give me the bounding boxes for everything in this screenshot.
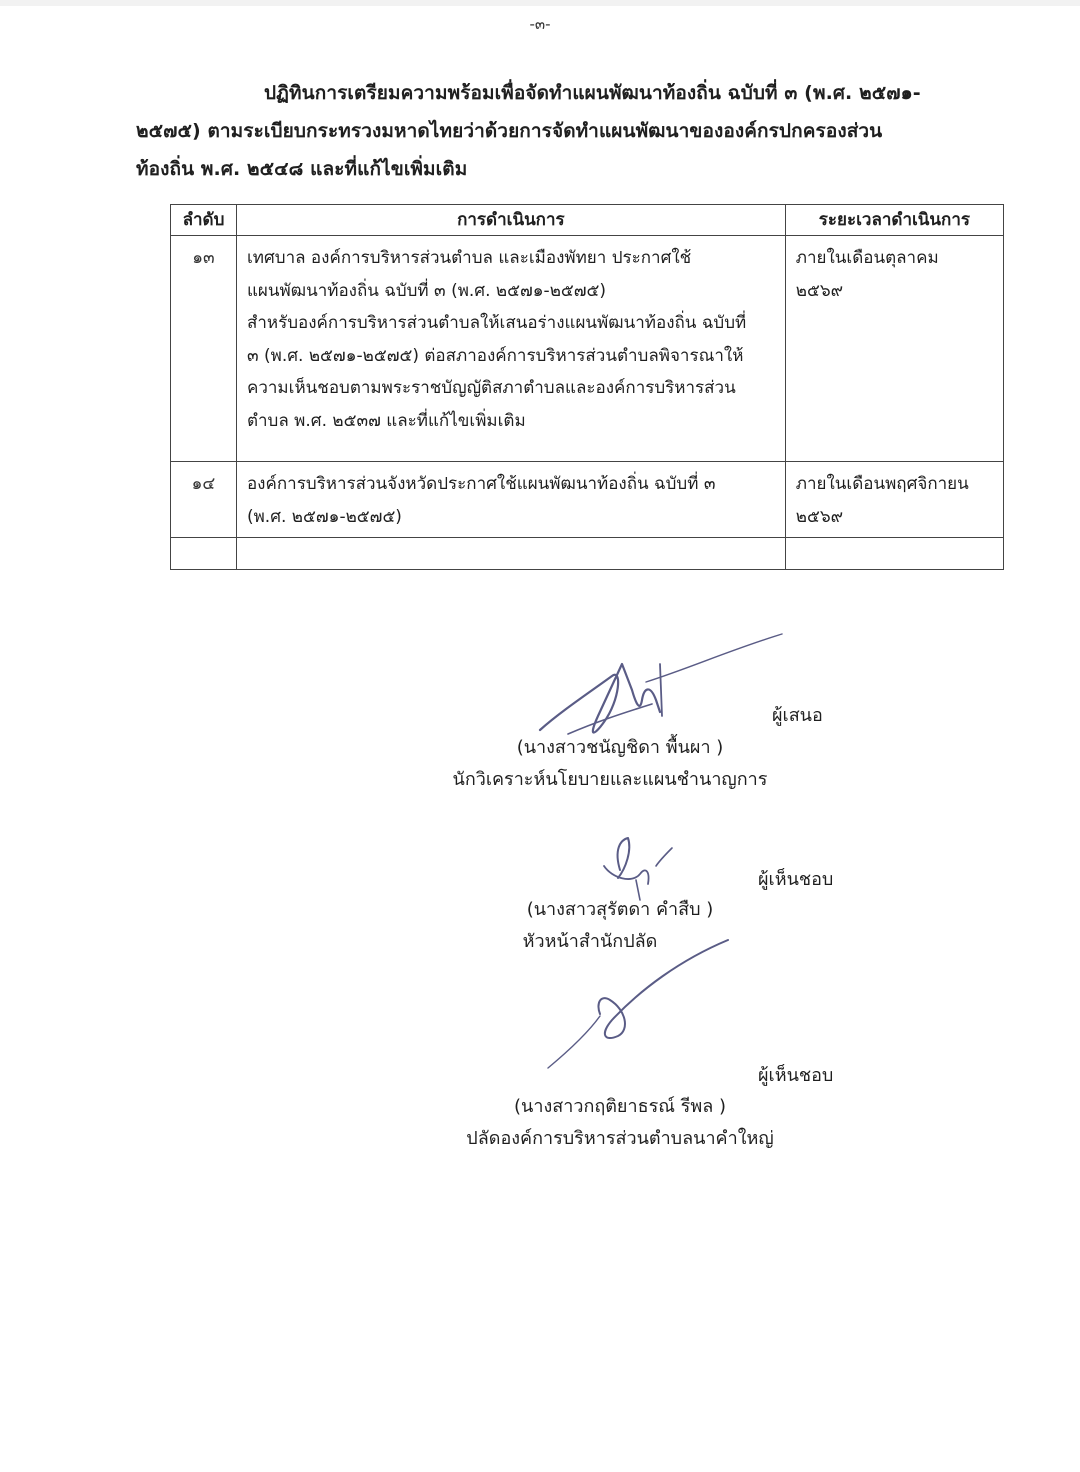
signature-3-icon [548,940,728,1068]
signer-1-name: (นางสาวชนัญชิดา พื้นผา ) [516,737,724,758]
time-line: ๒๕๖๙ [795,280,844,301]
signer-2-role: ผู้เห็นชอบ [758,869,834,890]
time-line: ภายในเดือนพฤศจิกายน [795,474,969,494]
action-line: ความเห็นชอบตามพระราชบัญญัติสภาตำบลและองค์การบริหารส่วน [246,378,736,398]
signer-3-name: (นางสาวกฤติยาธรณ์ รีพล ) [514,1096,726,1117]
signer-1-title: นักวิเคราะห์นโยบายและแผนชำนาญการ [452,769,768,790]
row-number: ๑๔ [171,462,237,538]
time-line: ภายในเดือนตุลาคม [795,248,939,268]
signature-2-icon [604,838,672,900]
action-line: องค์การบริหารส่วนจังหวัดประกาศใช้แผนพัฒนาท้องถิ่น ฉบับที่ ๓ [246,474,716,494]
signer-3-title: ปลัดองค์การบริหารส่วนตำบลนาคำใหญ่ [466,1128,774,1149]
signer-1-role: ผู้เสนอ [772,705,823,726]
signer-2-name: (นางสาวสุรัตดา คำสืบ ) [526,899,714,920]
row-number: ๑๓ [171,236,237,462]
page-number: -๓- [529,15,551,33]
signature-1-icon [540,634,782,734]
heading-line-1: ปฏิทินการเตรียมความพร้อมเพื่อจัดทำแผนพัฒนาท้องถิ่น ฉบับที่ ๓ (พ.ศ. ๒๕๗๑- [264,82,921,104]
action-line: ตำบล พ.ศ. ๒๕๓๗ และที่แก้ไขเพิ่มเติม [246,410,526,431]
time-line: ๒๕๖๙ [795,506,844,527]
signer-2-title: หัวหน้าสำนักปลัด [522,931,658,952]
heading-line-2: ๒๕๗๕) ตามระเบียบกระทรวงมหาดไทยว่าด้วยการจัดทำแผนพัฒนาขององค์กรปกครองส่วน [136,120,883,142]
heading-line-3: ท้องถิ่น พ.ศ. ๒๕๔๘ และที่แก้ไขเพิ่มเติม [136,158,468,180]
header-time: ระยะเวลาดำเนินการ [785,205,1003,236]
action-line: แผนพัฒนาท้องถิ่น ฉบับที่ ๓ (พ.ศ. ๒๕๗๑-๒๕๗๕) [246,280,607,301]
signer-3-role: ผู้เห็นชอบ [758,1065,834,1086]
action-line: สำหรับองค์การบริหารส่วนตำบลให้เสนอร่างแผนพัฒนาท้องถิ่น ฉบับที่ [246,313,747,333]
action-line: (พ.ศ. ๒๕๗๑-๒๕๗๕) [246,506,402,527]
action-line: เทศบาล องค์การบริหารส่วนตำบล และเมืองพัทยา ประกาศใช้ [246,248,692,268]
header-action: การดำเนินการ [236,205,785,236]
header-no: ลำดับ [171,205,237,236]
action-line: ๓ (พ.ศ. ๒๕๗๑-๒๕๗๕) ต่อสภาองค์การบริหารส่วนตำบลพิจารณาให้ [246,345,744,366]
